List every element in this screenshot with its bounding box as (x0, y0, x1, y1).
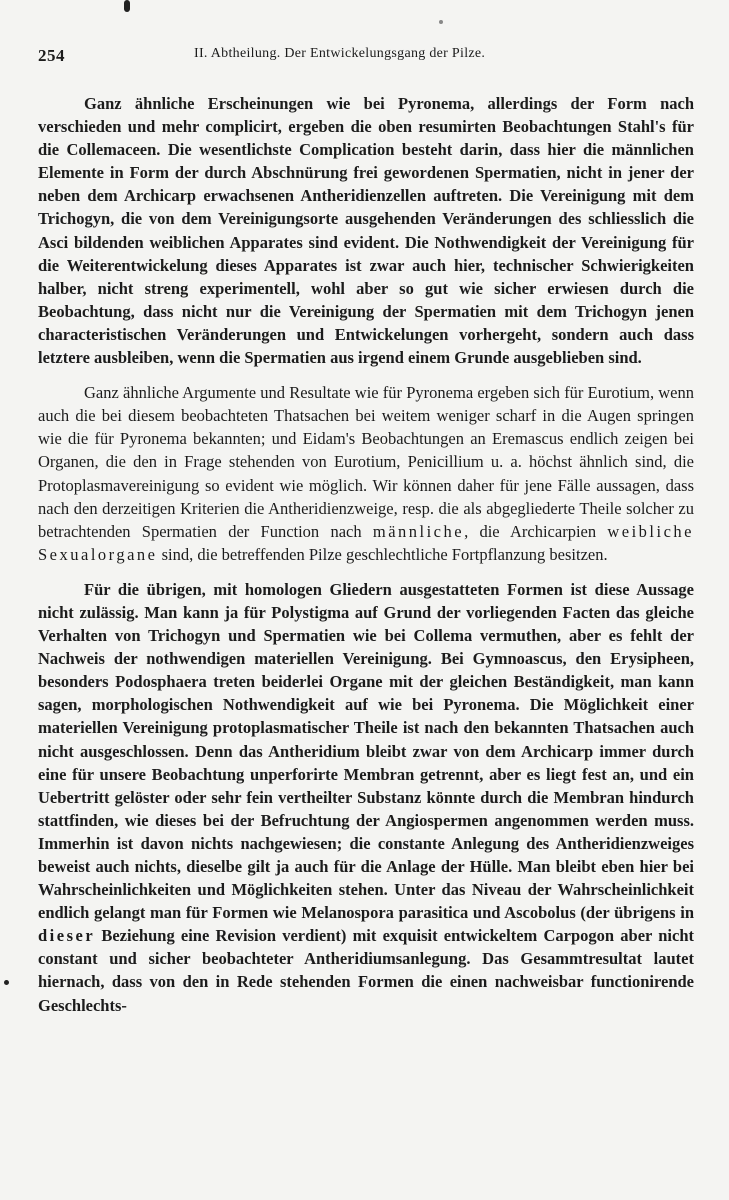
book-page (38, 44, 694, 1017)
spaced-emphasis: weibliche Sexualorgane (38, 521, 694, 564)
running-head: II. Abtheilung. Der Entwickelungsgang der Pilze. (194, 46, 486, 61)
ink-speck (439, 20, 443, 24)
ink-speck (4, 980, 9, 985)
ink-speck (124, 0, 130, 12)
paragraph (38, 381, 694, 566)
page-header (38, 44, 694, 70)
body-text (38, 92, 694, 1017)
spaced-emphasis: männliche (372, 521, 465, 541)
paragraph (38, 578, 694, 1017)
text-run: Ganz ähnliche Argumente und Resultate wie für Pyronema ergeben sich für Eurotium, wenn auch die bei diesem beobachteten Thatsachen bei weitem weniger scharf in die Augen springen wie die für Pyronema bekannten; und Eidam's Beobachtungen an Eremascus endlich zeigen bei Organen, die den in Frage stehenden von Eurotium, Penicillium u. a. höchst ähnlich sind, die Protoplasmavereinigung so evident wie möglich. Wir können daher für jene Fälle aussagen, dass nach den derzeitigen Kriterien die Antheridienzweige, resp. die als abgegliederte Theile solcher zu betrachtenden Spermatien der Function nach (38, 383, 694, 541)
text-run: Ganz ähnliche Erscheinungen wie bei Pyronema, allerdings der Form nach verschieden und mehr complicirt, ergeben die oben resumirten Beobachtungen Stahl's für die Collemaceen. Die wesentlichste Complication besteht darin, dass hier die männlichen Elemente in Form der durch Abschnürung frei gewordenen Spermatien, nicht in jener der neben dem Archicarp erwachsenen Antheridienzellen auftreten. Die Vereinigung mit dem Trichogyn, die von dem Vereinigungsorte ausgehenden Veränderungen des schliesslich die Asci bildenden weiblichen Apparates sind evident. Die Nothwendigkeit der Vereinigung für die Weiterentwickelung dieses Apparates ist zwar auch hier, technischer Schwierigkeiten halber, nicht streng experimentell, wohl aber so gut wie sicher erwiesen durch die Beobachtung, dass nicht nur die Vereinigung der Spermatien mit dem Trichogyn jenen characteristischen Veränderungen und Entwickelungen vorhergeht, sondern auch dass letztere ausbleiben, wenn die Spermatien aus irgend einem Grunde ausgeblieben sind. (38, 94, 694, 368)
text-run: Für die übrigen, mit homologen Gliedern ausgestatteten Formen ist diese Aussage nicht zulässig. Man kann ja für Polystigma auf Grund der vorliegenden Facten das gleiche Verhalten von Trichogyn und Spermatien wie bei Collema vermuthen, aber es fehlt der Nachweis der nothwendigen materiellen Vereinigung. Bei Gymnoascus, den Erysipheen, besonders Podosphaera treten beiderlei Organe mit der gleichen Beständigkeit, man kann sagen, morphologischen Nothwendigkeit auf wie bei Pyronema. Die Möglichkeit einer materiellen Vereinigung protoplasmatischer Theile ist nach den bekannten Thatsachen auch nicht ausgeschlossen. Denn das Antheridium bleibt zwar von dem Archicarp immer durch eine für unsere Beobachtung unperforirte Membran getrennt, aber es liegt fest an, und ein Uebertritt gelöster oder sehr fein vertheilter Substanz könnte durch die Membran hindurch stattfinden, wie dieses bei der Befruchtung der Angiospermen angenommen werden muss. Immerhin ist davon nichts nachgewiesen; die constante Anlegung des Antheridienzweiges beweist auch nichts, dieselbe gilt ja auch für die Anlage der Hülle. Man bleibt eben hier bei Wahrscheinlichkeiten und Möglichkeiten stehen. Unter das Niveau der Wahrscheinlichkeit endlich gelangt man für Formen wie Melanospora parasitica und Ascobolus (der übrigens in (38, 579, 694, 923)
spaced-emphasis: dieser (38, 926, 96, 946)
page-number: 254 (38, 46, 65, 65)
text-run: sind, die betreffenden Pilze geschlechtliche Fortpflanzung besitzen. (157, 544, 608, 564)
paragraph (38, 92, 694, 369)
text-run: Beziehung eine Revision verdient) mit exquisit entwickeltem Carpogon aber nicht constant und sicher beobachteter Antheridiumsanlegung. Das Gesammtresultat lautet hiernach, dass von den in Rede stehenden Formen die einen nachweisbar functionirende Geschlechts- (38, 926, 694, 1015)
text-run: , die Archicarpien (464, 521, 608, 541)
